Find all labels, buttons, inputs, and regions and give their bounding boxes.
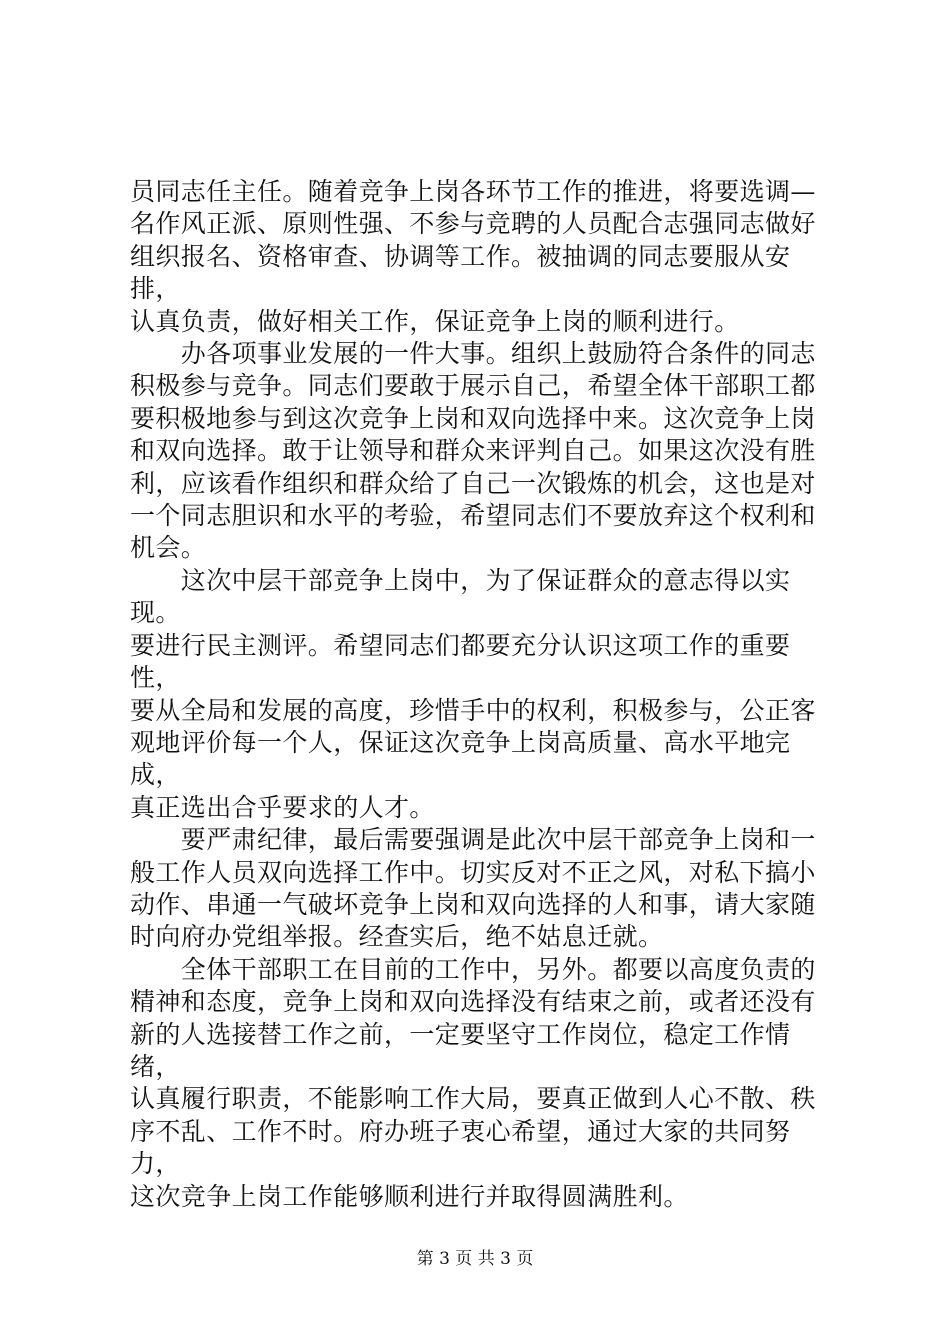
paragraph-3: 这次中层干部竞争上岗中，为了保证群众的意志得以实现。 要进行民主测评。希望同志们都要充分认识这项工作的重要性， 要从全局和发展的高度，珍惜手中的权利，积极参与，公正客 观地评价每一个人，保证这次竞争上岗高质量、高水平地完成， 真正选出合乎要求的人才。 — [130, 565, 816, 822]
paragraph-5: 全体干部职工在目前的工作中，另外。都要以高度负责的 精神和态度，竞争上岗和双向选择没有结束之前，或者还没有 新的人选接替工作之前，一定要坚守工作岗位，稳定工作情绪， 认真履行职责，不能影响工作大局，要真正做到人心不散、秩 序不乱、工作不时。府办班子衷心希望，通过大家的共同努力， 这次竞争上岗工作能够顺利进行并取得圆满胜利。 — [130, 954, 816, 1211]
paragraph-4: 要严肃纪律，最后需要强调是此次中层干部竞争上岗和一 般工作人员双向选择工作中。切实反对不正之风，对私下搞小 动作、串通一气破坏竞争上岗和双向选择的人和事，请大家随 时向府办党组举报。经查实后，绝不姑息迁就。 — [130, 825, 816, 952]
page-footer: 第 3 页 共 3 页 — [416, 1249, 534, 1269]
document-body — [130, 176, 830, 1213]
paragraph-2: 办各项事业发展的一件大事。组织上鼓励符合条件的同志 积极参与竞争。同志们要敢于展示自己，希望全体干部职工都 要积极地参与到这次竞争上岗和双向选择中来。这次竞争上岗 和双向选择。敢于让领导和群众来评判自己。如果这次没有胜 利，应该看作组织和群众给了自己一次锻炼的机会，这也是对 一个同志胆识和水平的考验，希望同志们不要放弃这个权利和 机会。 — [130, 339, 816, 563]
paragraph-1: 员同志任主任。随着竞争上岗各环节工作的推进，将要选调— 名作风正派、原则性强、不参与竞聘的人员配合志强同志做好 组织报名、资格审查、协调等工作。被抽调的同志要服从安排， 认真负责，做好相关工作，保证竞争上岗的顺利进行。 — [130, 177, 816, 336]
